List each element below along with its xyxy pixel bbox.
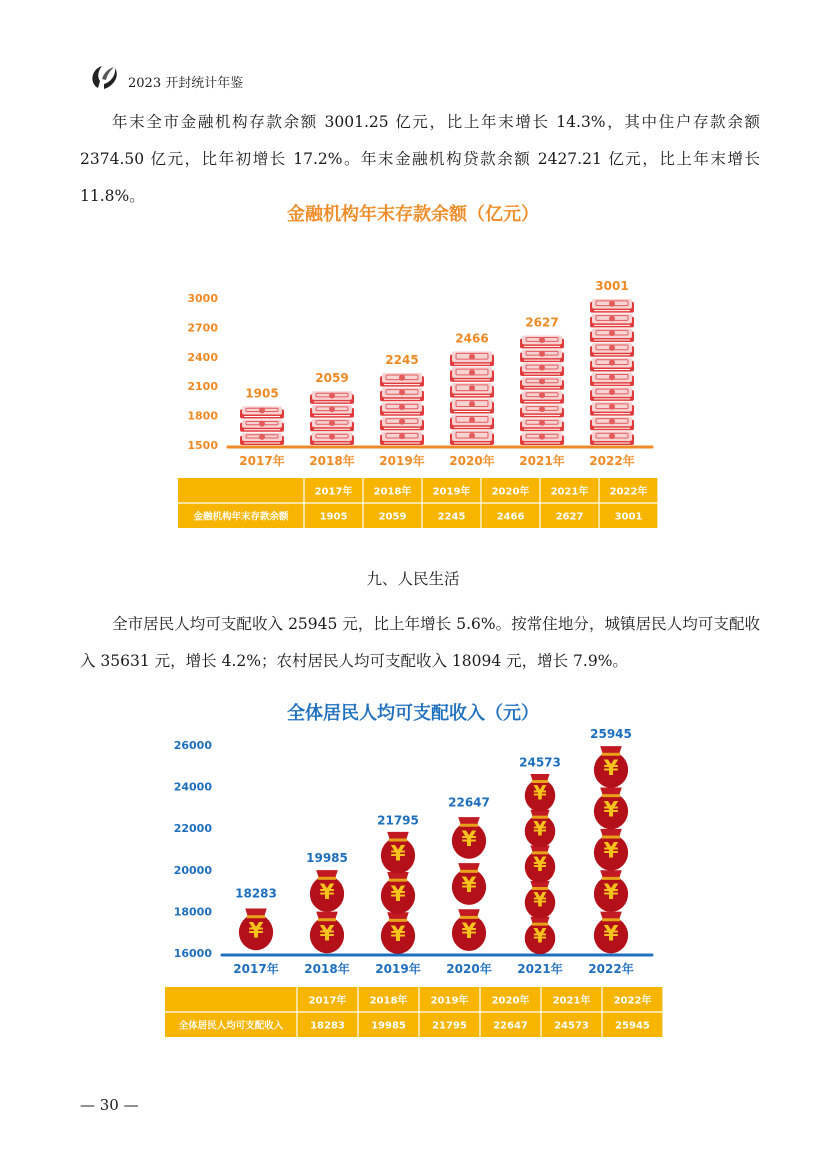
data-label: 2245: [385, 352, 419, 367]
data-label: 18283: [235, 886, 277, 901]
data-label: 2059: [315, 371, 349, 386]
paragraph-income: [80, 606, 760, 680]
money-bag-icon: [452, 817, 486, 859]
x-tick-label: 2018年: [309, 454, 355, 468]
table-header-cell: 2022年: [613, 995, 652, 1007]
table-value-cell: 19985: [371, 1020, 406, 1032]
money-stack-icon: [520, 418, 564, 431]
svg-text:¥: ¥: [461, 826, 477, 852]
money-stack-icon: [590, 402, 634, 416]
x-tick-label: 2017年: [239, 454, 285, 468]
table-header-cell: 2020年: [491, 486, 530, 498]
svg-text:¥: ¥: [533, 888, 547, 912]
svg-text:¥: ¥: [603, 755, 619, 781]
table-row-label: 全体居民人均可支配收入: [178, 1020, 284, 1032]
money-bag-icon: [594, 788, 628, 830]
money-bag-icon: [525, 845, 555, 883]
money-bag-icon: [381, 872, 415, 914]
svg-text:¥: ¥: [533, 817, 547, 841]
y-tick-label: 2100: [187, 380, 218, 394]
data-label: 25945: [590, 727, 632, 742]
money-bag-icon: [594, 746, 628, 788]
table-value-cell: 18283: [310, 1020, 345, 1032]
y-tick-label: 18000: [173, 905, 212, 919]
table-value-cell: 2245: [437, 511, 466, 523]
svg-text:¥: ¥: [390, 841, 406, 867]
svg-text:¥: ¥: [603, 880, 619, 906]
money-stack-icon: [590, 328, 634, 342]
data-label: 21795: [377, 813, 419, 828]
money-stack-icon: [590, 314, 634, 328]
table-header-cell: 2019年: [432, 486, 471, 498]
money-stack-icon: [590, 358, 634, 372]
money-stack-icon: [520, 377, 564, 390]
table-header-cell: 2021年: [550, 486, 589, 498]
money-stack-icon: [450, 383, 494, 398]
svg-text:¥: ¥: [603, 797, 619, 823]
money-bag-icon: [381, 912, 415, 954]
page-number: — 30 —: [80, 1096, 139, 1114]
money-stack-icon: [590, 372, 634, 386]
table-value-cell: 22647: [493, 1020, 528, 1032]
money-bag-icon: [452, 909, 486, 951]
y-tick-label: 20000: [173, 863, 212, 877]
table-header-cell: 2019年: [430, 995, 469, 1007]
data-label: 2627: [525, 315, 559, 330]
x-tick-label: 2018年: [304, 962, 350, 976]
x-tick-label: 2020年: [449, 454, 495, 468]
data-label: 19985: [306, 851, 348, 866]
yearbook-title: 2023 开封统计年鉴: [128, 76, 244, 91]
svg-text:¥: ¥: [533, 924, 547, 948]
money-stack-icon: [520, 349, 564, 362]
x-tick-label: 2020年: [446, 962, 492, 976]
table-header-cell: 2021年: [552, 995, 591, 1007]
chart-title-deposits: 金融机构年末存款余额（亿元）: [287, 204, 539, 225]
table-value-cell: 25945: [615, 1020, 650, 1032]
svg-text:¥: ¥: [390, 922, 406, 948]
paragraph-income-text: 全市居民人均可支配收入 25945 元，比上年增长 5.6%。按常住地分，城镇居民人均可支配收入 35631 元，增长 4.2%；农村居民人均可支配收入 18094 元，增长 7.9%。: [80, 615, 760, 670]
money-bag-icon: [525, 917, 555, 955]
money-stack-icon: [450, 414, 494, 429]
paragraph-deposits-text: 年末全市金融机构存款余额 3001.25 亿元，比上年末增长 14.3%，其中住户存款余额 2374.50 亿元，比年初增长 17.2%。年末金融机构贷款余额 2427.21 亿元，比上年末增长 11.8%。: [80, 113, 760, 205]
y-tick-label: 22000: [173, 822, 212, 836]
money-bag-icon: [239, 909, 273, 951]
table-header-cell: 2017年: [314, 486, 353, 498]
x-tick-label: 2017年: [233, 962, 279, 976]
table-header-cell: 2020年: [491, 995, 530, 1007]
money-stack-icon: [590, 299, 634, 313]
money-stack-icon: [310, 405, 354, 418]
table-header-cell: 2017年: [308, 995, 347, 1007]
money-stack-icon: [240, 420, 284, 432]
table-value-cell: 1905: [319, 511, 348, 523]
y-tick-label: 16000: [173, 947, 212, 960]
table-value-cell: 3001: [614, 511, 643, 523]
money-bag-icon: [525, 881, 555, 919]
money-stack-icon: [590, 387, 634, 401]
table-value-cell: 2627: [555, 511, 584, 523]
table-header-cell: 2018年: [369, 995, 408, 1007]
table-row-label: 金融机构年末存款余额: [193, 511, 289, 523]
table-value-cell: 24573: [554, 1020, 589, 1032]
money-stack-icon: [310, 391, 354, 404]
money-stack-icon: [450, 399, 494, 414]
money-stack-icon: [520, 432, 564, 445]
svg-text:¥: ¥: [390, 881, 406, 907]
y-tick-label: 1500: [187, 439, 218, 452]
x-tick-label: 2022年: [588, 962, 634, 976]
money-stack-icon: [310, 419, 354, 432]
money-bag-icon: [525, 774, 555, 812]
table-value-cell: 21795: [432, 1020, 467, 1032]
y-tick-label: 24000: [173, 780, 212, 794]
table-value-cell: 2466: [496, 511, 525, 523]
x-tick-label: 2022年: [589, 454, 635, 468]
money-stack-icon: [380, 388, 424, 402]
money-stack-icon: [380, 373, 424, 387]
money-bag-icon: [594, 870, 628, 912]
money-stack-icon: [520, 336, 564, 349]
svg-text:¥: ¥: [461, 872, 477, 898]
money-stack-icon: [380, 402, 424, 416]
money-stack-icon: [380, 417, 424, 431]
table-value-cell: 2059: [378, 511, 407, 523]
y-tick-label: 2700: [187, 321, 218, 335]
data-label: 24573: [519, 755, 561, 770]
money-stack-icon: [520, 363, 564, 376]
svg-text:¥: ¥: [461, 919, 477, 945]
data-label: 3001: [595, 278, 629, 293]
money-stack-icon: [590, 343, 634, 357]
money-bag-icon: [594, 829, 628, 871]
money-stack-icon: [520, 405, 564, 418]
money-stack-icon: [450, 367, 494, 382]
svg-text:¥: ¥: [533, 853, 547, 877]
svg-text:¥: ¥: [248, 918, 264, 944]
section-title: 九、人民生活: [366, 570, 460, 588]
svg-text:¥: ¥: [319, 879, 335, 905]
money-bag-icon: [525, 810, 555, 848]
money-bag-icon: [452, 863, 486, 905]
svg-text:¥: ¥: [603, 921, 619, 947]
table-header-cell: 2022年: [609, 486, 648, 498]
x-tick-label: 2021年: [517, 962, 563, 976]
money-bag-icon: [381, 832, 415, 874]
y-tick-label: 26000: [173, 739, 212, 752]
x-tick-label: 2021年: [519, 454, 565, 468]
money-stack-icon: [590, 431, 634, 445]
money-stack-icon: [450, 430, 494, 445]
money-stack-icon: [240, 406, 284, 418]
y-tick-label: 2400: [187, 350, 218, 364]
money-stack-icon: [240, 433, 284, 445]
money-bag-icon: [594, 912, 628, 954]
svg-text:¥: ¥: [319, 921, 335, 947]
money-bag-icon: [310, 912, 344, 954]
y-tick-label: 3000: [187, 292, 218, 305]
data-label: 1905: [245, 386, 279, 401]
money-stack-icon: [520, 391, 564, 404]
data-label: 2466: [455, 331, 489, 346]
x-tick-label: 2019年: [379, 454, 425, 468]
money-stack-icon: [380, 431, 424, 445]
money-bag-icon: [310, 870, 344, 912]
table-header-cell: 2018年: [373, 486, 412, 498]
y-tick-label: 1800: [187, 409, 218, 423]
svg-text:¥: ¥: [533, 781, 547, 805]
svg-text:¥: ¥: [603, 838, 619, 864]
x-tick-label: 2019年: [375, 962, 421, 976]
money-stack-icon: [590, 417, 634, 431]
money-stack-icon: [310, 432, 354, 445]
data-label: 22647: [448, 795, 490, 810]
money-stack-icon: [450, 351, 494, 366]
chart-title-income: 全体居民人均可支配收入（元）: [287, 703, 539, 724]
